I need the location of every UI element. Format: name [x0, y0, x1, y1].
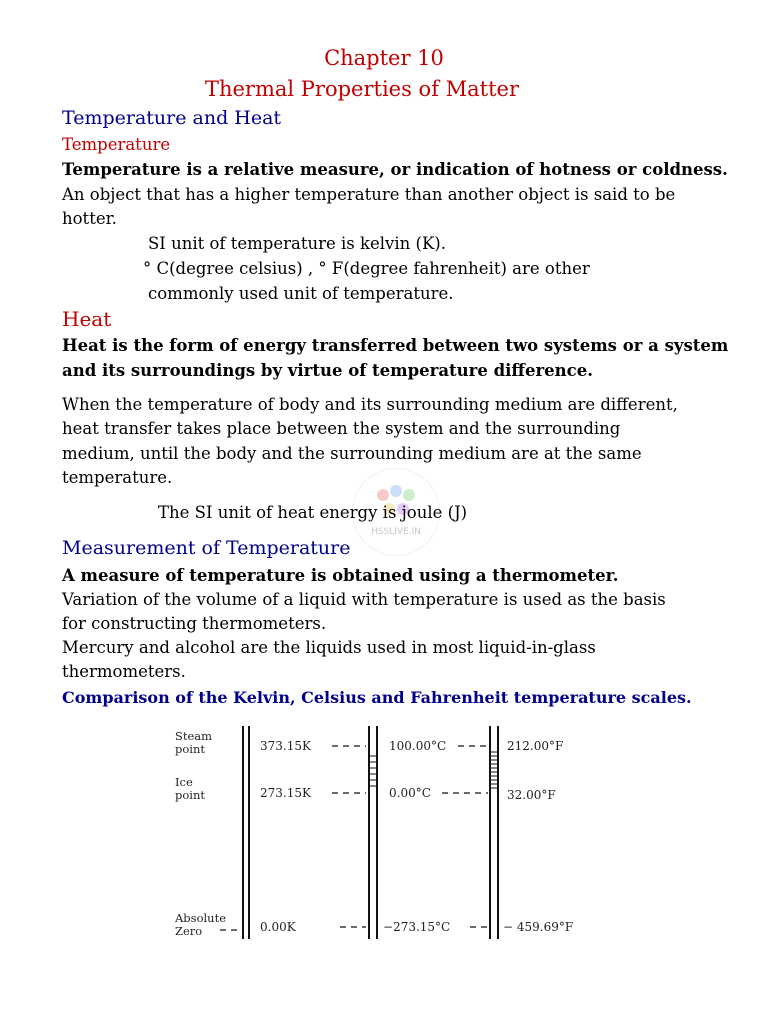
- absolute-kelvin-value: 0.00K: [260, 920, 296, 934]
- absolute-label-1: Absolute: [175, 911, 227, 925]
- steam-kelvin-value: 373.15K: [260, 739, 311, 753]
- heat-paragraph-line-3: medium, until the body and the surrounding medium are at the same: [62, 444, 642, 463]
- section-heading-measurement: Measurement of Temperature: [62, 537, 351, 559]
- heat-definition-line-1: Heat is the form of energy transferred between two systems or a system: [62, 336, 729, 355]
- temperature-scales-diagram: [170, 726, 600, 941]
- ice-fahrenheit-value: 32.00°F: [507, 788, 556, 802]
- steam-celsius-value: 100.00°C: [389, 739, 447, 753]
- ice-label-1: Ice: [175, 775, 193, 789]
- measurement-paragraph-line-1: Variation of the volume of a liquid with temperature is used as the basis: [62, 590, 666, 609]
- steam-label-2: point: [175, 742, 205, 756]
- heat-paragraph-line-4: temperature.: [62, 468, 173, 487]
- measurement-paragraph-line-3: Mercury and alcohol are the liquids used in most liquid-in-glass: [62, 638, 596, 657]
- absolute-celsius-value: −273.15°C: [383, 920, 451, 934]
- ice-celsius-value: 0.00°C: [389, 786, 431, 800]
- temperature-paragraph-line-1: An object that has a higher temperature than another object is said to be: [62, 185, 676, 204]
- measurement-paragraph-line-4: thermometers.: [62, 662, 186, 681]
- celsius-thermometer: [369, 726, 377, 939]
- absolute-label-2: Zero: [175, 924, 203, 938]
- other-units-line-2: commonly used unit of temperature.: [148, 284, 454, 303]
- other-units-line-1: ° C(degree celsius) , ° F(degree fahrenheit) are other: [143, 259, 590, 278]
- steam-fahrenheit-value: 212.00°F: [507, 739, 564, 753]
- heat-paragraph-line-1: When the temperature of body and its surrounding medium are different,: [62, 395, 678, 414]
- heat-paragraph-line-2: heat transfer takes place between the system and the surrounding: [62, 419, 621, 438]
- absolute-fahrenheit-value: − 459.69°F: [503, 920, 574, 934]
- temperature-definition: Temperature is a relative measure, or indication of hotness or coldness.: [62, 160, 728, 179]
- si-unit-temperature: SI unit of temperature is kelvin (K).: [148, 234, 446, 253]
- absolute-zero-row: [174, 911, 573, 938]
- fahrenheit-thermometer: [490, 726, 498, 939]
- section-heading-temperature-and-heat: Temperature and Heat: [62, 107, 282, 129]
- chapter-title: Thermal Properties of Matter: [204, 77, 520, 101]
- comparison-heading: Comparison of the Kelvin, Celsius and Fahrenheit temperature scales.: [62, 688, 692, 707]
- heat-definition-line-2: and its surroundings by virtue of temperature difference.: [62, 361, 593, 380]
- steam-label-1: Steam: [175, 729, 213, 743]
- section-heading-heat: Heat: [62, 307, 112, 331]
- ice-label-2: point: [175, 788, 205, 802]
- measurement-paragraph-line-2: for constructing thermometers.: [62, 614, 327, 633]
- ice-kelvin-value: 273.15K: [260, 786, 311, 800]
- si-unit-heat: The SI unit of heat energy is joule (J): [158, 503, 468, 522]
- kelvin-thermometer: [243, 726, 249, 939]
- watermark-text: HSSLIVE.IN: [371, 527, 421, 537]
- chapter-number: Chapter 10: [324, 46, 444, 70]
- subheading-temperature: Temperature: [62, 135, 171, 154]
- temperature-paragraph-line-2: hotter.: [62, 209, 117, 228]
- measurement-definition: A measure of temperature is obtained using a thermometer.: [62, 566, 619, 585]
